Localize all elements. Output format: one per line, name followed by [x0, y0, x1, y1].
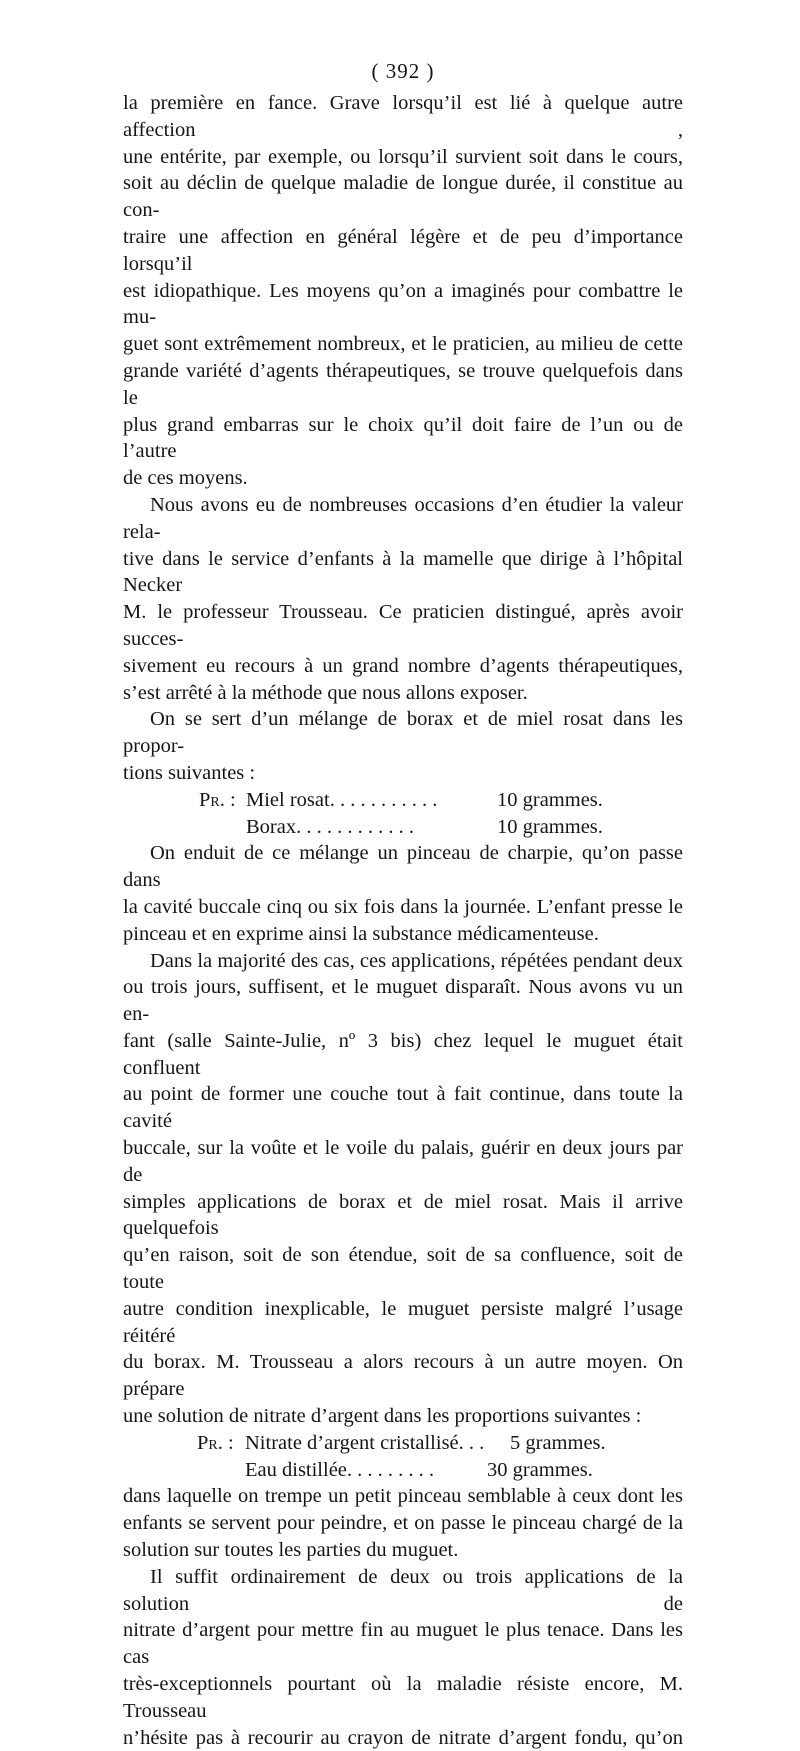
- formula-quantity: 10 grammes.: [497, 815, 603, 838]
- formula-quantity: 5 grammes.: [510, 1431, 606, 1454]
- text-line: s’est arrêté à la méthode que nous allons exposer.: [123, 681, 528, 704]
- text-line: plus grand embarras sur le choix qu’il doit faire de l’un ou de l’autre: [123, 413, 683, 463]
- formula-borax: [123, 787, 683, 841]
- text-line: M. le professeur Trousseau. Ce praticien distingué, après avoir succes-: [123, 601, 683, 650]
- paragraph-4: [123, 840, 683, 947]
- text-line: la première en fance. Grave lorsqu’il est lié à quelque autre affection ,: [123, 92, 683, 141]
- text-line: On se sert d’un mélange de borax et de miel rosat dans les propor-: [123, 708, 683, 758]
- text-line: pinceau et en exprime ainsi la substance médicamenteuse.: [123, 922, 599, 945]
- text-line: On enduit de ce mélange un pinceau de charpie, qu’on passe dans: [123, 842, 683, 892]
- formula-quantity: 10 grammes.: [497, 788, 603, 811]
- paragraph-7: [123, 1564, 683, 1751]
- text-line: du borax. M. Trousseau a alors recours à un autre moyen. On prépare: [123, 1351, 683, 1401]
- text-line: au point de former une couche tout à fait continue, dans toute la cavité: [123, 1083, 683, 1133]
- text-line: très-exceptionnels pourtant où la maladie résiste encore, M. Trousseau: [123, 1673, 683, 1722]
- text-line: guet sont extrêmement nombreux, et le praticien, au milieu de cette: [123, 333, 683, 356]
- text-line: Il suffit ordinairement de deux ou trois applications de la solution de: [123, 1565, 683, 1615]
- text-line: enfants se servent pour peindre, et on passe le pinceau chargé de la: [123, 1512, 683, 1535]
- text-line: tive dans le service d’enfants à la mamelle que dirige à l’hôpital Necker: [123, 547, 683, 597]
- text-line: simples applications de borax et de miel rosat. Mais il arrive quelquefois: [123, 1190, 683, 1240]
- paragraph-5: [123, 948, 683, 1430]
- formula-prefix: Pr. :: [199, 788, 236, 811]
- text-line: nitrate d’argent pour mettre fin au muguet le plus tenace. Dans les cas: [123, 1619, 683, 1669]
- page-number: ( 392 ): [371, 59, 435, 83]
- text-line: tions suivantes :: [123, 761, 256, 784]
- text-line: traire une affection en général légère et de peu d’importance lorsqu’il: [123, 225, 683, 275]
- text-line: qu’en raison, soit de son étendue, soit de sa confluence, soit de toute: [123, 1244, 683, 1294]
- text-line: une entérite, par exemple, ou lorsqu’il survient soit dans le cours,: [123, 145, 683, 168]
- formula-nitrate: [123, 1430, 683, 1484]
- text-line: solution sur toutes les parties du muguet.: [123, 1539, 459, 1562]
- text-line: n’hésite pas à recourir au crayon de nitrate d’argent fondu, qu’on: [123, 1726, 683, 1749]
- text-line: la cavité buccale cinq ou six fois dans la journée. L’enfant presse le: [123, 895, 683, 918]
- formula-ingredient: Eau distillée. . . . . . . . .: [245, 1458, 435, 1481]
- formula-prefix: Pr. :: [197, 1431, 234, 1454]
- text-line: Nous avons eu de nombreuses occasions d’en étudier la valeur rela-: [123, 493, 683, 543]
- page-content: [123, 58, 683, 1751]
- text-line: autre condition inexplicable, le muguet persiste malgré l’usage réitéré: [123, 1297, 683, 1347]
- formula-quantity: 30 grammes.: [487, 1458, 593, 1481]
- text-line: buccale, sur la voûte et le voile du palais, guérir en deux jours par de: [123, 1137, 683, 1186]
- text-line: sivement eu recours à un grand nombre d’agents thérapeutiques,: [123, 654, 683, 677]
- formula-ingredient: Miel rosat. . . . . . . . . . .: [246, 788, 438, 811]
- text-line: de ces moyens.: [123, 467, 248, 490]
- text-line: fant (salle Sainte-Julie, nº 3 bis) chez lequel le muguet était confluent: [123, 1029, 683, 1079]
- paragraph-1: [123, 90, 683, 492]
- paragraph-6: [123, 1483, 683, 1563]
- text-line: soit au déclin de quelque maladie de longue durée, il constitue au con-: [123, 172, 683, 222]
- paragraph-3: [123, 706, 683, 786]
- text-line: est idiopathique. Les moyens qu’on a imaginés pour combattre le mu-: [123, 279, 683, 329]
- formula-ingredient: Nitrate d’argent cristallisé. . .: [245, 1431, 485, 1454]
- text-line: dans laquelle on trempe un petit pinceau semblable à ceux dont les: [123, 1485, 683, 1508]
- formula-ingredient: Borax. . . . . . . . . . . .: [246, 815, 414, 838]
- text-line: Dans la majorité des cas, ces applications, répétées pendant deux: [150, 949, 683, 972]
- text-line: une solution de nitrate d’argent dans les proportions suivantes :: [123, 1405, 642, 1428]
- paragraph-2: [123, 492, 683, 706]
- text-line: grande variété d’agents thérapeutiques, se trouve quelquefois dans le: [123, 359, 683, 409]
- text-line: ou trois jours, suffisent, et le muguet disparaît. Nous avons vu un en-: [123, 976, 683, 1026]
